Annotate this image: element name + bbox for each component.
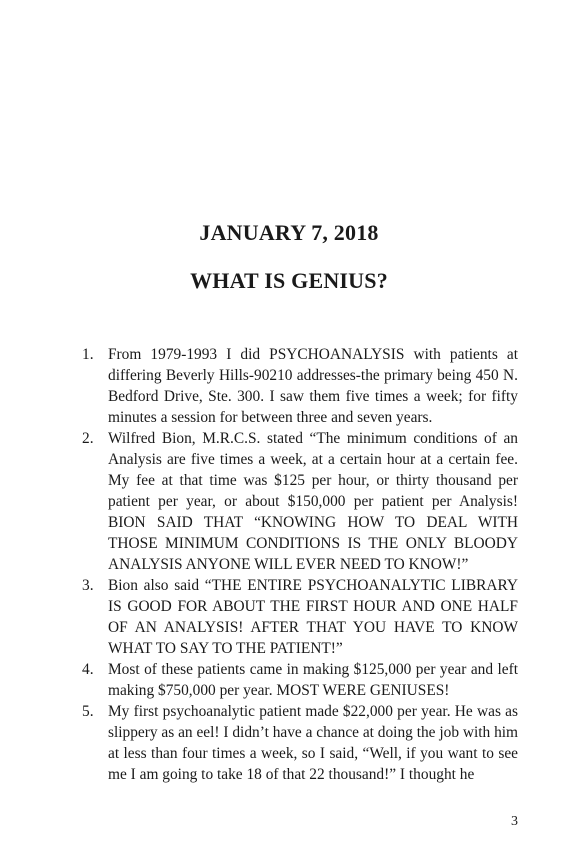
list-item (82, 701, 518, 785)
list-item-number: 5. (82, 703, 94, 720)
list-item (82, 428, 518, 575)
list-item-number: 4. (82, 661, 94, 678)
list-item (82, 344, 518, 428)
list-item-number: 1. (82, 346, 94, 363)
numbered-list (82, 344, 518, 785)
list-item (82, 659, 518, 701)
list-item-text: Most of these patients came in making $125,000 per year and left making $750,000 per year. MOST WERE GENIUSES! (108, 661, 518, 699)
page-number: 3 (511, 814, 518, 829)
list-item-number: 3. (82, 577, 94, 594)
list-item (82, 575, 518, 659)
list-item-text: From 1979-1993 I did PSYCHOANALYSIS with patients at differing Beverly Hills-90210 addresses-the primary being 450 N. Bedford Drive, Ste. 300. I saw them five times a week; for fifty minutes a session for between three and seven years. (108, 346, 518, 426)
list-item-number: 2. (82, 430, 94, 447)
chapter-title: WHAT IS GENIUS? (190, 268, 388, 293)
list-item-text: My first psychoanalytic patient made $22,000 per year. He was as slippery as an eel! I didn’t have a chance at doing the job with him at less than four times a week, so I said, “Well, if you want to see me I am going to take 18 of that 22 thousand!” I thought he (108, 703, 519, 783)
date-heading: JANUARY 7, 2018 (199, 220, 379, 245)
list-item-text: Bion also said “THE ENTIRE PSYCHOANALYTIC LIBRARY IS GOOD FOR ABOUT THE FIRST HOUR AND ONE HALF OF AN ANALYSIS! AFTER THAT YOU HAVE TO KNOW WHAT TO SAY TO THE PATIENT!” (108, 577, 518, 657)
list-item-text: Wilfred Bion, M.R.C.S. stated “The minimum conditions of an Analysis are five times a week, at a certain hour at a certain fee. My fee at that time was $125 per hour, or thirty thousand per patient per year, or about $150,000 per patient per Analysis! BION SAID THAT “KNOWING HOW TO DEAL WITH THOSE MINIMUM CONDITIONS IS THE ONLY BLOODY ANALYSIS ANYONE WILL EVER NEED TO KNOW!” (108, 430, 518, 573)
